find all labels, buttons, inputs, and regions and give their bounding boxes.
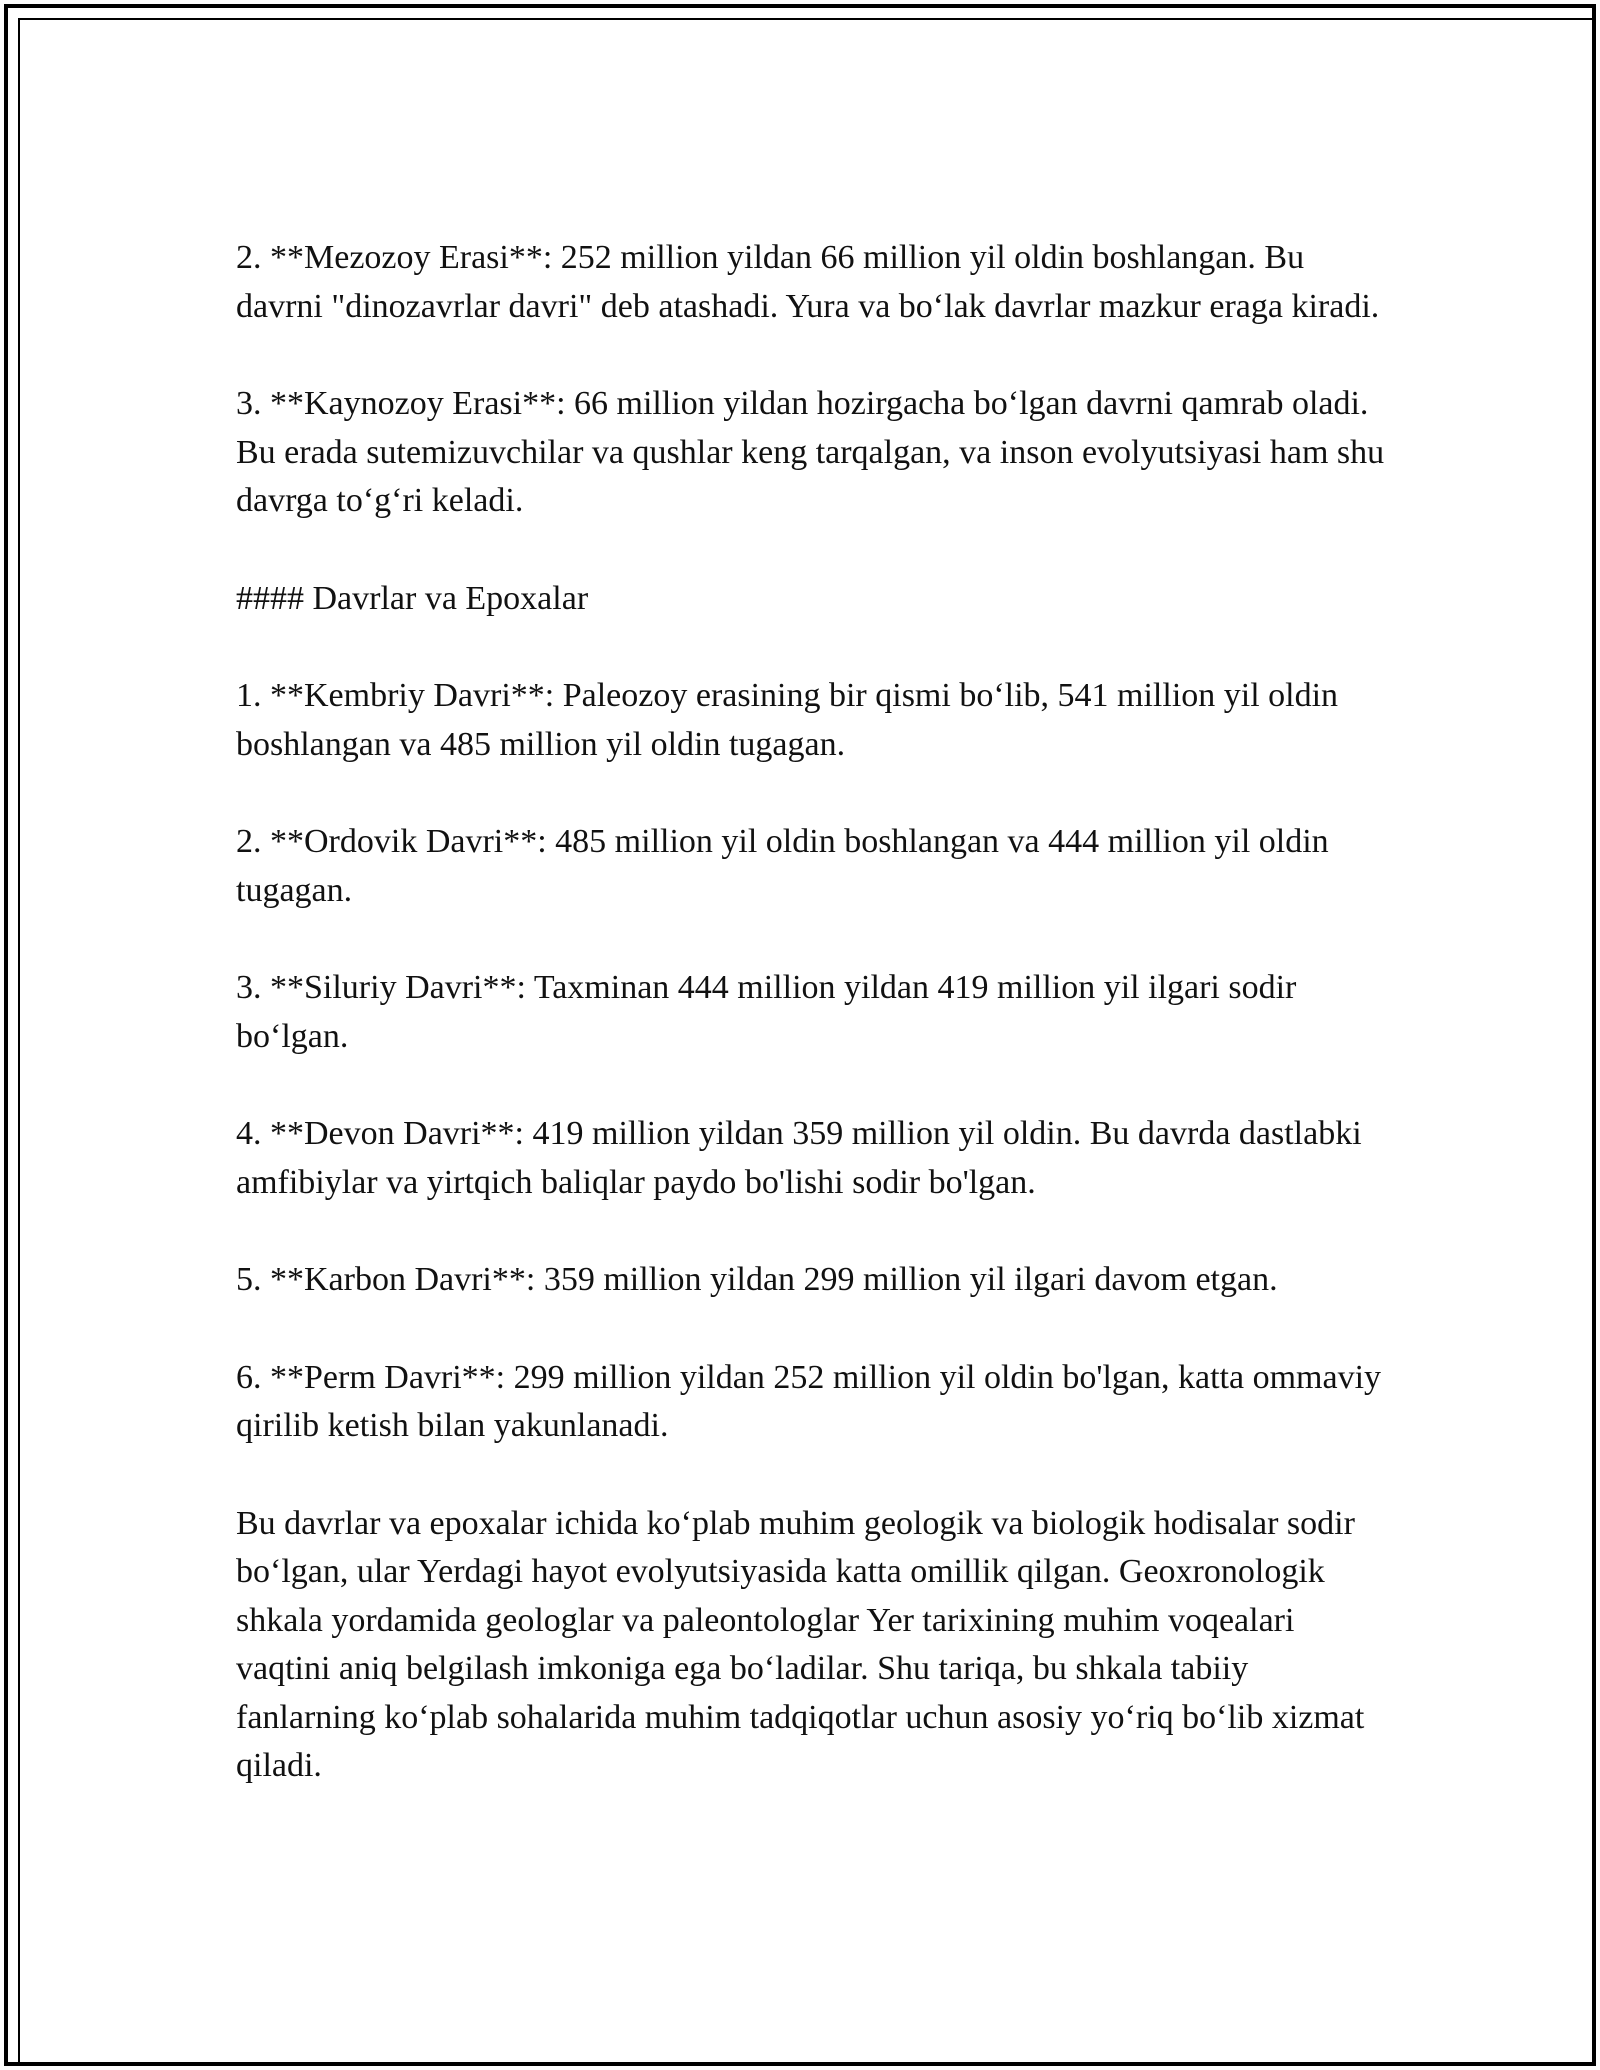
paragraph-kembriy-period: 1. **Kembriy Davri**: Paleozoy erasining bir qismi bo‘lib, 541 million yil oldin boshlangan va 485 million yil oldin tugagan. bbox=[236, 677, 1339, 763]
paragraph-mezozoy-era: 2. **Mezozoy Erasi**: 252 million yildan 66 million yil oldin boshlangan. Bu davrni "dinozavrlar davri" deb atashadi. Yura va bo‘lak davrlar mazkur eraga kiradi. bbox=[236, 239, 1380, 325]
paragraph-perm-period: 6. **Perm Davri**: 299 million yildan 252 million yil oldin bo'lgan, katta ommaviy qirilib ketish bilan yakunlanadi. bbox=[236, 1358, 1382, 1444]
paragraph-conclusion: Bu davrlar va epoxalar ichida ko‘plab muhim geologik va biologik hodisalar sodir bo‘lgan, ular Yerdagi hayot evolyutsiyasida katta omillik qilgan. Geoxronologik shkala yordamida geologlar va paleontologlar Yer tarixining muhim voqealari vaqtini aniq belgilash imkoniga ega bo‘ladilar. Shu tariqa, bu shkala tabiiy fanlarning ko‘plab sohalarida muhim tadqiqotlar uchun asosiy yo‘riq bo‘lib xizmat qiladi. bbox=[236, 1504, 1365, 1784]
paragraph-kaynozoy-era: 3. **Kaynozoy Erasi**: 66 million yildan hozirgacha bo‘lgan davrni qamrab oladi. Bu erada sutemizuvchilar va qushlar keng tarqalgan, va inson evolyutsiyasi ham shu davrga to‘g‘ri keladi. bbox=[236, 385, 1385, 519]
paragraph-ordovik-period: 2. **Ordovik Davri**: 485 million yil oldin boshlangan va 444 million yil oldin tugagan. bbox=[236, 823, 1329, 909]
paragraph-karbon-period: 5. **Karbon Davri**: 359 million yildan 299 million yil ilgari davom etgan. bbox=[236, 1261, 1278, 1298]
section-heading-periods: #### Davrlar va Epoxalar bbox=[236, 579, 589, 617]
paragraph-devon-period: 4. **Devon Davri**: 419 million yildan 359 million yil oldin. Bu davrda dastlabki amfibiylar va yirtqich baliqlar paydo bo'lishi sodir bo'lgan. bbox=[236, 1115, 1362, 1201]
document-body bbox=[236, 234, 1386, 1791]
paragraph-siluriy-period: 3. **Siluriy Davri**: Taxminan 444 million yildan 419 million yil ilgari sodir bo‘lgan. bbox=[236, 969, 1297, 1055]
